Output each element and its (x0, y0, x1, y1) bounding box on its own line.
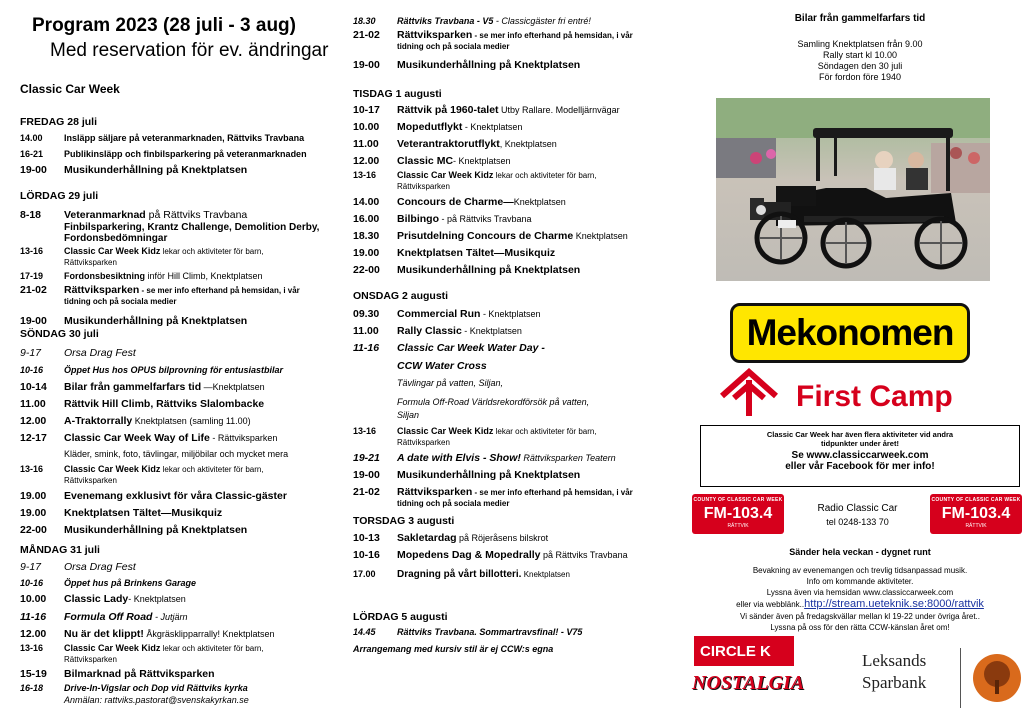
schedule-detail: Siljan (397, 410, 420, 420)
radio-badge-left (692, 494, 784, 534)
schedule-row: 10.00 Mopedutflykt - Knektplatsen (353, 121, 523, 133)
circlek-text: CIRCLE K (700, 643, 771, 660)
firstcamp-arrow-icon (718, 368, 780, 418)
divider (960, 648, 961, 708)
schedule-row: 21-02 Rättviksparken - se mer info efterhand på hemsidan, i vår tidning och på sociala medier (353, 29, 633, 51)
schedule-row: 13-16 Classic Car Week Kidz lekar och aktiviteter för barn, Rättviksparken (20, 643, 264, 664)
schedule-row: 13-16 Classic Car Week Kidz lekar och aktiviteter för barn, Rättviksparken (20, 464, 264, 485)
radio-line: Lyssna även via hemsidan www.classiccarweek.com (766, 588, 954, 597)
schedule-row: 13-16 Classic Car Week Kidz lekar och aktiviteter för barn, Rättviksparken (353, 426, 597, 447)
info-line: tidpunkter under året! (821, 439, 899, 448)
schedule-row: 22-00 Musikunderhållning på Knektplatsen (20, 524, 248, 536)
day-heading: LÖRDAG 5 augusti (353, 611, 448, 623)
schedule-row: 9-17 Orsa Drag Fest (20, 561, 136, 573)
nostalgia-text: NOSTALGIA (692, 672, 805, 694)
badge-bottom-text: RÄTTVIK (727, 523, 749, 529)
badge-top-text: COUNTY OF CLASSIC CAR WEEK (693, 497, 783, 503)
badge-frequency: FM-103.4 (941, 505, 1011, 522)
schedule-row: 11-16 Classic Car Week Water Day - (353, 342, 545, 354)
day-thursday (353, 515, 683, 585)
tree-emblem-icon (972, 650, 1022, 706)
day-friday (20, 116, 340, 178)
radio-line: Info om kommande aktiviteter. (806, 577, 914, 586)
badge-frequency: FM-103.4 (703, 505, 773, 522)
schedule-row: 21-02 Rättviksparken - se mer info efterhand på hemsidan, i vår tidning och på sociala medier (20, 284, 300, 306)
firstcamp-text: First Camp (796, 380, 953, 413)
schedule-row: 10-16 Mopedens Dag & Mopedrally på Rättviks Travbana (353, 549, 628, 561)
schedule-detail: CCW Water Cross (397, 360, 487, 372)
schedule-row: 13-16 Classic Car Week Kidz lekar och aktiviteter för barn, Rättviksparken (20, 246, 264, 267)
day-saturday-5 (353, 611, 683, 654)
schedule-row: 16.00 Bilbingo - på Rättviks Travbana (353, 213, 532, 225)
sparbank-logo (862, 650, 952, 694)
schedule-row: 14.00 Concours de Charme—Knektplatsen (353, 196, 566, 208)
day-monday (20, 544, 340, 705)
day-heading: FREDAG 28 juli (20, 116, 98, 128)
schedule-row: 14.45 Rättviks Travbana. Sommartravsfinal! - V75 (353, 627, 583, 637)
day-tuesday (353, 88, 683, 279)
schedule-detail: Fordonsbedömningar (64, 233, 168, 244)
schedule-row: 19-21 A date with Elvis - Show! Rättviksparken Teatern (353, 452, 616, 464)
schedule-row: 16-18 Drive-In-Vigslar och Dop vid Rättviks kyrka (20, 683, 248, 693)
schedule-row: 10-13 Sakletardag på Röjeråsens bilskrot (353, 532, 549, 544)
page-subtitle: Med reservation för ev. ändringar (50, 40, 329, 61)
info-line: Classic Car Week har även flera aktiviteter vid andra (766, 430, 954, 439)
schedule-row: 12.00 Classic MC- Knektplatsen (353, 155, 511, 167)
schedule-detail: Anmälan: rattviks.pastorat@svenskakyrkan.se (64, 695, 249, 705)
schedule-row: 19.00 Evenemang exklusivt för våra Classic-gäster (20, 490, 287, 502)
schedule-row: 19-00 Musikunderhållning på Knektplatsen (20, 164, 248, 176)
mekonomen-logo (730, 303, 970, 363)
schedule-detail: Kläder, smink, foto, tävlingar, miljöbilar och mycket mera (64, 449, 289, 459)
schedule-row: 17-19 Fordonsbesiktning inför Hill Climb, Knektplatsen (20, 271, 263, 281)
sparbank-line1: Leksands (862, 651, 927, 670)
day-heading: MÅNDAG 31 juli (20, 544, 100, 556)
badge-top-text: COUNTY OF CLASSIC CAR WEEK (931, 497, 1021, 503)
day-wednesday (353, 290, 683, 509)
schedule-row: 19-00 Musikunderhållning på Knektplatsen (353, 59, 581, 71)
day-heading: ONSDAG 2 augusti (353, 290, 449, 302)
info-website: Se www.classiccarweek.com (791, 450, 929, 461)
schedule-row: 15-19 Bilmarknad på Rättviksparken (20, 668, 215, 680)
radio-tagline: Sänder hela veckan - dygnet runt (789, 547, 931, 557)
nostalgia-logo (692, 672, 805, 708)
firstcamp-logo (718, 368, 993, 418)
radio-line: Bevakning av evenemangen och trevlig tidsanpassad musik. (752, 566, 968, 575)
old-cars-block (710, 13, 1010, 83)
schedule-row: 11.00 Rally Classic - Knektplatsen (353, 325, 522, 337)
schedule-row: 12.00 Nu är det klippt! Åkgräsklipparrally! Knektplatsen (20, 628, 275, 640)
schedule-row: 19-00 Musikunderhållning på Knektplatsen (353, 469, 581, 481)
schedule-row: 10-16 Öppet Hus hos OPUS bilprovning för entusiastbilar (20, 365, 284, 375)
schedule-row: 10-17 Rättvik på 1960-talet Utby Rallare. Modelljärnvägar (353, 104, 620, 116)
stream-link[interactable]: http://stream.ueteknik.se:8000/rattvik (804, 598, 984, 610)
mekonomen-text: Mekonomen (746, 312, 954, 353)
info-box (700, 425, 1020, 487)
footnote: Arrangemang med kursiv stil är ej CCW:s egna (353, 644, 554, 654)
schedule-row: 10-14 Bilar från gammelfarfars tid —Knektplatsen (20, 381, 265, 393)
schedule-detail: Formula Off-Road Världsrekordförsök på vatten, (397, 397, 590, 407)
schedule-row: 16-21 Publikinsläpp och finbilsparkering på veteranmarknaden (20, 149, 307, 159)
old-cars-line: Rally start kl 10.00 (822, 50, 898, 60)
radio-link-line (700, 598, 1020, 611)
schedule-row: 13-16 Classic Car Week Kidz lekar och aktiviteter för barn, Rättviksparken (353, 170, 597, 191)
radio-line: Lyssna på oss för den rätta CCW-känslan året om! (770, 623, 950, 632)
radio-name: Radio Classic Car (817, 503, 898, 514)
schedule-row: 12.00 A-Traktorrally Knektplatsen (samling 11.00) (20, 415, 251, 427)
schedule-row: 9-17 Orsa Drag Fest (20, 347, 136, 359)
radio-name-block (785, 503, 930, 527)
day-sunday (20, 328, 340, 539)
vintage-car-photo (716, 98, 990, 281)
old-cars-line: Samling Knektplatsen från 9.00 (797, 39, 923, 49)
schedule-row: 18.30 Rättviks Travbana - V5 - Classicgäster fri entré! (353, 16, 591, 26)
schedule-detail: Tävlingar på vatten, Siljan, (397, 378, 504, 388)
day-heading: TORSDAG 3 augusti (353, 515, 455, 527)
column-2-top (353, 14, 683, 72)
schedule-row: 10.00 Classic Lady- Knektplatsen (20, 593, 186, 605)
old-cars-line: För fordon före 1940 (818, 72, 902, 82)
day-heading: SÖNDAG 30 juli (20, 328, 99, 340)
schedule-row: 09.30 Commercial Run - Knektplatsen (353, 308, 541, 320)
schedule-row: 22-00 Musikunderhållning på Knektplatsen (353, 264, 581, 276)
sparbank-line2: Sparbank (862, 673, 927, 692)
badge-bottom-text: RÄTTVIK (965, 523, 987, 529)
schedule-row: 11.00 Veterantraktorutflykt, Knektplatsen (353, 138, 557, 150)
schedule-row: 19-00 Musikunderhållning på Knektplatsen (20, 315, 248, 327)
event-title: Classic Car Week (20, 82, 120, 96)
day-heading: TISDAG 1 augusti (353, 88, 442, 100)
schedule-row: 18.30 Prisutdelning Concours de Charme Knektplatsen (353, 230, 628, 242)
radio-badge-right (930, 494, 1022, 534)
radio-link-prefix: eller via webblänk.. (736, 600, 805, 609)
schedule-row: 11.00 Rättvik Hill Climb, Rättviks Slalombacke (20, 398, 265, 410)
schedule-detail: Finbilsparkering, Krantz Challenge, Demolition Derby, (64, 222, 320, 233)
radio-info (700, 547, 1020, 633)
schedule-row: 12-17 Classic Car Week Way of Life - Rättviksparken (20, 432, 278, 444)
old-cars-line: Söndagen den 30 juli (817, 61, 903, 71)
schedule-row: 10-16 Öppet hus på Brinkens Garage (20, 578, 197, 588)
schedule-row: 14.00 Insläpp säljare på veteranmarknaden, Rättviks Travbana (20, 133, 305, 143)
circlek-logo (694, 636, 794, 666)
schedule-row: 11-16 Formula Off Road - Jutjärn (20, 611, 188, 623)
day-heading: LÖRDAG 29 juli (20, 190, 99, 202)
radio-line: Vi sänder även på fredagskvällar mellan kl 19-22 under övriga året.. (740, 612, 980, 621)
day-saturday (20, 190, 340, 328)
schedule-row: 17.00 Dragning på vårt billotteri. Knektplatsen (353, 569, 570, 580)
info-line: eller vår Facebook för mer info! (785, 461, 935, 472)
page-title: Program 2023 (28 juli - 3 aug) (32, 15, 296, 36)
schedule-row: 8-18 Veteranmarknad på Rättviks Travbana (20, 209, 248, 221)
schedule-row: 19.00 Knektplatsen Tältet—Musikquiz (20, 507, 223, 519)
schedule-row: 19.00 Knektplatsen Tältet—Musikquiz (353, 247, 556, 259)
schedule-row: 21-02 Rättviksparken - se mer info efterhand på hemsidan, i vår tidning och på sociala medier (353, 486, 633, 508)
radio-phone: tel 0248-133 70 (826, 517, 889, 527)
old-cars-title: Bilar från gammelfarfars tid (794, 13, 926, 24)
